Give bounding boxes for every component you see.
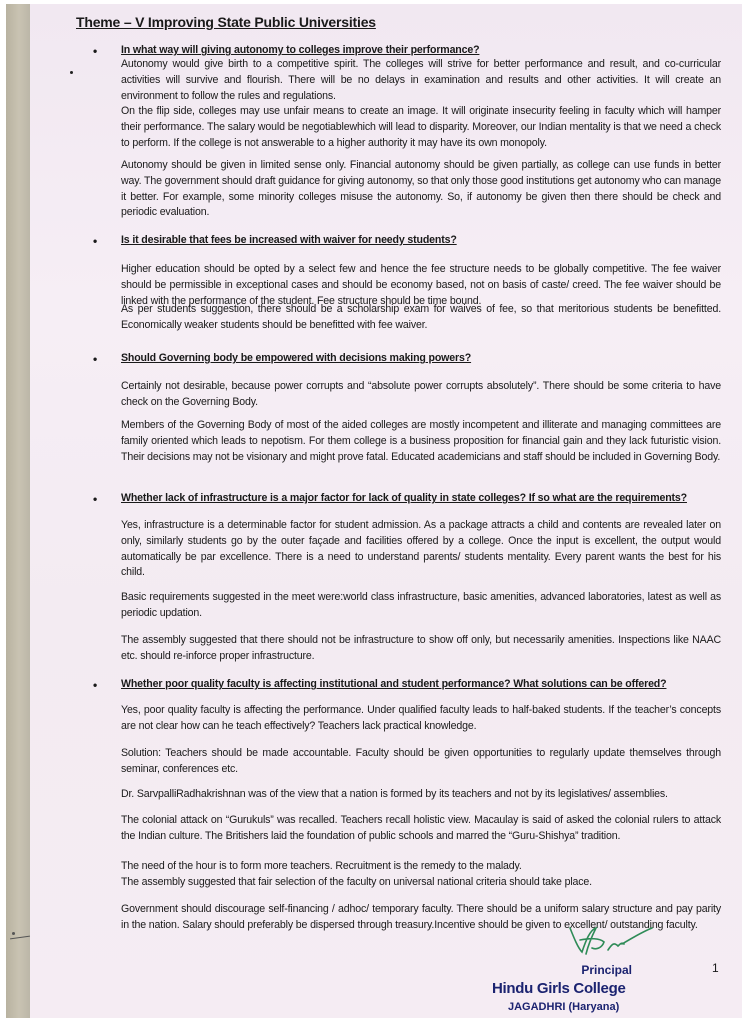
stamp-title: Principal <box>581 963 632 977</box>
paragraph: Yes, infrastructure is a determinable factor for student admission. As a package attracts a child and contents are revealed later on only, similarly students go by the outer façade and facilities offered by a college. Once the input is excellent, the output would automatically be par excellence. There is a need to understand parents/ students mentality. Every parent wants the best for his child. <box>121 519 721 579</box>
paragraph: Dr. SarvpalliRadhakrishnan was of the view that a nation is formed by its teachers and not by its legislatives/ assemblies. <box>121 788 668 800</box>
bullet-icon: • <box>93 492 98 506</box>
signature-icon <box>556 920 656 960</box>
document-title: Theme – V Improving State Public Universities <box>76 14 376 30</box>
paragraph: Basic requirements suggested in the meet were:world class infrastructure, basic amenities, advanced laboratories, latest as well as periodic updation. <box>121 591 721 619</box>
question-heading: Is it desirable that fees be increased with waiver for needy students? <box>121 234 457 246</box>
question-heading: In what way will giving autonomy to colleges improve their performance? <box>121 44 480 56</box>
paragraph: The assembly suggested that fair selection of the faculty on universal national criteria should take place. <box>121 876 592 888</box>
paragraph: Members of the Governing Body of most of the aided colleges are mostly incompetent and illiterate and managing committees are family oriented which leads to nepotism. For them college is a business proposition for financial gain and they lack futuristic vision. Their decisions may not be visionary and might prove fatal. Educated academicians and staff should be included in Governing Body. <box>121 419 721 463</box>
question-heading: Should Governing body be empowered with decisions making powers? <box>121 352 472 364</box>
scan-speck <box>12 932 15 935</box>
paragraph: Government should discourage self-financing / adhoc/ temporary faculty. There should be a uniform salary structure and pay parity in the nation. Salary should preferably be dispersed through treasury.Incentive should be given to excellent/ outstanding faculty. <box>121 903 721 931</box>
question-heading: Whether poor quality faculty is affecting institutional and student performance? What solutions can be offered? <box>121 678 667 690</box>
question-heading: Whether lack of infrastructure is a major factor for lack of quality in state colleges? If so what are the requirements? <box>121 492 687 504</box>
bullet-icon: • <box>93 352 98 366</box>
paragraph: The colonial attack on “Gurukuls” was recalled. Teachers recall holistic view. Macaulay is said of asked the colonial rulers to attack the Indian culture. The Britishers laid the foundation of public schools and marred the “Guru-Shishya” tradition. <box>121 814 721 842</box>
paragraph: As per students suggestion, there should be a scholarship exam for waives of fee, so that meritorious students be benefitted. Economically weaker students should be benefitted with fee waiver. <box>121 303 721 331</box>
paragraph: Autonomy should be given in limited sense only. Financial autonomy should be given partially, as college can use funds in better way. The government should draft guidance for giving autonomy, so that only those good institutions get autonomy who can manage it better. For example, some minority colleges misuse the autonomy. So, if autonomy be given then there should be check and periodic evaluation. <box>121 159 721 219</box>
paragraph: Higher education should be opted by a select few and hence the fee structure needs to be globally competitive. The fee waiver should be permissible in exceptional cases and should be economy based, not on basis of caste/ creed. The fee waiver should be linked with the performance of the student. Fee structure should be time bound. <box>121 263 721 307</box>
scan-speck <box>70 71 73 74</box>
paragraph: Autonomy would give birth to a competitive spirit. The colleges will strive for better performance and result, and co-curricular activities will survive and flourish. There will be no delays in examination and results and other activities. It will create an environment to follow the rules and regulations. <box>121 58 721 102</box>
paragraph: The assembly suggested that there should not be infrastructure to show off only, but necessarily amenities. Inspections like NAAC etc. should re-inforce proper infrastructure. <box>121 634 721 662</box>
stamp-location: JAGADHRI (Haryana) <box>508 1001 620 1013</box>
page-number: 1 <box>712 961 719 975</box>
paragraph: Certainly not desirable, because power corrupts and “absolute power corrupts absolutely”. There should be some criteria to have check on the Governing Body. <box>121 380 721 408</box>
stamp-institution: Hindu Girls College <box>492 980 626 997</box>
paragraph: Yes, poor quality faculty is affecting the performance. Under qualified faculty leads to half-baked students. If the teacher’s concepts are not clear how can he teach effectively? Teachers lack practical knowledge. <box>121 704 721 732</box>
bullet-icon: • <box>93 234 98 248</box>
bullet-icon: • <box>93 44 98 58</box>
paragraph: The need of the hour is to form more teachers. Recruitment is the remedy to the malady. <box>121 860 522 872</box>
bullet-icon: • <box>93 678 98 692</box>
paragraph: On the flip side, colleges may use unfair means to create an image. It will originate insecurity feeling in faculty which will hamper their performance. The salary would be negotiablewhich will lead to disparity. Moreover, our Indian mentality is that we need a check to perform. If the college is not answerable to a higher authority it may have its own monopoly. <box>121 105 721 149</box>
scan-edge <box>6 4 32 1018</box>
paragraph: Solution: Teachers should be made accountable. Faculty should be given opportunities to regularly update themselves through seminar, conferences etc. <box>121 747 721 775</box>
